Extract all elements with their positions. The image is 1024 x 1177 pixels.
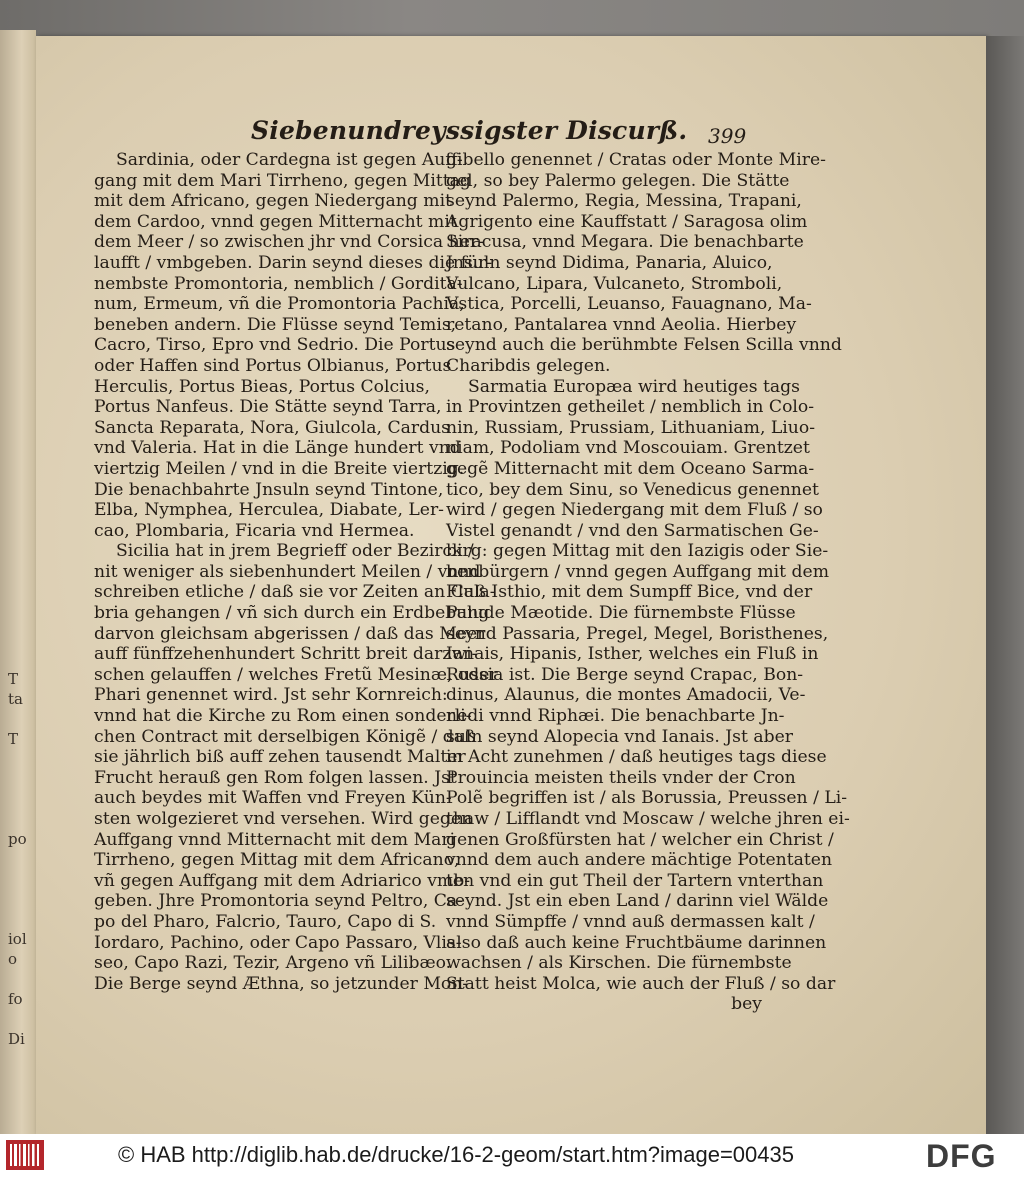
text-line: gibello genennet / Cratas oder Monte Mire- <box>446 150 826 170</box>
text-line: laufft / vmbgeben. Darin seynd dieses die für- <box>94 252 493 273</box>
text-line: Siracusa, vnnd Megara. Die benachbarte <box>446 232 804 253</box>
copyright-link[interactable]: © HAB http://diglib.hab.de/drucke/16-2-geom/start.htm?image=00435 <box>118 1142 794 1167</box>
text-line: Phari genennet wird. Jst sehr Kornreich: <box>94 685 448 706</box>
text-line: Vstica, Porcelli, Leuanso, Fauagnano, Ma- <box>446 294 812 315</box>
text-line: po del Pharo, Falcrio, Tauro, Capo di S. <box>94 911 437 932</box>
text-line: sten wolgezieret vnd versehen. Wird gegen <box>94 809 473 829</box>
text-line: Palude Mæotide. Die fürnembste Flüsse <box>446 603 796 624</box>
text-line: nit weniger als siebenhundert Meilen / vnnd <box>94 561 481 582</box>
text-line: sie jährlich biß auff zehen tausendt Malter <box>94 747 466 768</box>
text-line: dem Cardoo, vnnd gegen Mitternacht mit <box>94 211 457 232</box>
text-line: oder Haffen sind Portus Olbianus, Portus <box>94 355 452 376</box>
text-line: thaw / Lifflandt vnd Moscaw / welche jhren ei- <box>446 809 850 829</box>
text-line: Frucht herauß gen Rom folgen lassen. Jst <box>94 767 457 788</box>
text-line: Jnsuln seynd Didima, Panaria, Aluico, <box>446 252 773 273</box>
text-line: vñ gegen Auffgang mit dem Adriarico vmb- <box>94 870 471 891</box>
text-line: vnnd Sümpffe / vnnd auß dermassen kalt / <box>446 911 815 932</box>
text-line: seynd. Jst ein eben Land / darinn viel Wälde <box>446 891 829 912</box>
page-shadow <box>986 36 1024 1134</box>
text-line: Charibdis gelegen. <box>446 355 611 376</box>
text-line: in Acht zunehmen / daß heutiges tags diese <box>446 747 827 768</box>
text-line: Portus Nanfeus. Die Stätte seynd Tarra, <box>94 397 442 418</box>
edge-text-fragment: po <box>8 830 27 848</box>
text-line: in Provintzen getheilet / nemblich in Colo- <box>446 397 815 418</box>
text-line: schreiben etliche / daß sie vor Zeiten an Cala- <box>94 582 496 603</box>
text-line: Herculis, Portus Bieas, Portus Colcius, <box>94 376 430 397</box>
text-line: Elba, Nymphea, Herculea, Diabate, Ler- <box>94 500 444 521</box>
text-line: Sicilia hat in jrem Begrieff oder Bezirck / <box>116 541 474 562</box>
text-line: birg: gegen Mittag mit den Iazigis oder Sie- <box>446 541 829 562</box>
text-line: Tirrheno, gegen Mittag mit dem Africano, <box>94 850 460 871</box>
text-line: Statt heist Molca, wie auch der Fluß / so dar <box>446 973 836 994</box>
edge-text-fragment: ta <box>8 690 23 708</box>
text-line: Iordaro, Pachino, oder Capo Passaro, Vlis- <box>94 932 462 953</box>
text-line: bria gehangen / vñ sich durch ein Erdbebung <box>94 603 490 624</box>
text-line: dinus, Alaunus, die montes Amadocii, Ve- <box>446 685 806 706</box>
hab-barcode-icon <box>6 1140 44 1170</box>
text-line: auch beydes mit Waffen vnd Freyen Kün- <box>94 788 452 809</box>
text-line: Agrigento eine Kauffstatt / Saragosa olim <box>446 211 808 232</box>
text-line: num, Ermeum, vñ die Promontoria Pachia, <box>94 294 465 315</box>
text-line: nin, Russiam, Prussiam, Lithuaniam, Liuo- <box>446 417 816 438</box>
text-column-right <box>446 150 850 1015</box>
page-number: 399 <box>708 124 747 148</box>
text-line: suln seynd Alopecia vnd Ianais. Jst aber <box>446 726 793 747</box>
text-line: also daß auch keine Fruchtbäume darinnen <box>446 932 827 953</box>
text-line: beneben andern. Die Flüsse seynd Temis, <box>94 314 457 335</box>
book-page <box>36 36 986 1134</box>
text-line: chen Contract mit derselbigen Königẽ / daß <box>94 726 476 747</box>
text-line: niam, Podoliam vnd Moscouiam. Grentzet <box>446 438 810 459</box>
text-line: geben. Jhre Promontoria seynd Peltro, Ca- <box>94 891 463 912</box>
text-line: genen Großfürsten hat / welcher ein Christ / <box>446 829 834 850</box>
text-column-left <box>94 150 498 994</box>
text-line: Russia ist. Die Berge seynd Crapac, Bon- <box>446 664 804 685</box>
text-line: vnnd hat die Kirche zu Rom einen sonderli- <box>94 706 472 727</box>
text-line: Vulcano, Lipara, Vulcaneto, Stromboli, <box>446 273 783 294</box>
text-line: vnnd dem auch andere mächtige Potentaten <box>446 850 833 871</box>
text-line: seynd Passaria, Pregel, Megel, Boristhenes, <box>446 623 829 644</box>
edge-text-fragment: T <box>8 670 19 688</box>
text-line: seynd auch die berühmbte Felsen Scilla vnnd <box>446 335 842 356</box>
text-line: Die benachbahrte Jnsuln seynd Tintone, <box>94 479 444 500</box>
text-line: Die Berge seynd Æthna, so jetzunder Mon- <box>94 973 469 994</box>
text-line: ten vnd ein gut Theil der Tartern vnterthan <box>446 870 824 891</box>
text-line: Polẽ begriffen ist / als Borussia, Preussen / Li- <box>446 788 848 809</box>
text-line: Sancta Reparata, Nora, Giulcola, Cardus <box>94 417 450 438</box>
text-line: nedi vnnd Riphæi. Die benachbarte Jn- <box>446 706 785 727</box>
text-line: mit dem Africano, gegen Niedergang mit <box>94 191 452 212</box>
text-line: Ianais, Hipanis, Isther, welches ein Fluß in <box>446 644 819 665</box>
edge-text-fragment: iol <box>8 930 27 948</box>
edge-text-fragment: Di <box>8 1030 25 1048</box>
text-line: Vistel genandt / vnd den Sarmatischen Ge- <box>446 520 819 541</box>
text-line: seynd Palermo, Regia, Messina, Trapani, <box>446 191 802 212</box>
edge-text-fragment: T <box>8 730 19 748</box>
text-line: viertzig Meilen / vnd in die Breite viertzig. <box>94 458 465 479</box>
footer-bar <box>0 1134 1024 1177</box>
text-line: vnd Valeria. Hat in die Länge hundert vnd <box>94 438 461 459</box>
text-line: Auffgang vnnd Mitternacht mit dem Mari <box>94 829 456 850</box>
text-line: schen gelauffen / welches Fretũ Mesinæ, oder <box>94 664 498 685</box>
edge-text-fragment: fo <box>8 990 23 1008</box>
text-line: gang mit dem Mari Tirrheno, gegen Mittag <box>94 170 471 191</box>
text-line: Fluß Isthio, mit dem Sumpff Bice, vnd der <box>446 582 813 603</box>
text-line: wachsen / als Kirschen. Die fürnembste <box>446 953 792 974</box>
text-line: gegẽ Mitternacht mit dem Oceano Sarma- <box>446 458 815 479</box>
text-line: cao, Plombaria, Ficaria vnd Hermea. <box>94 520 415 541</box>
text-line: Sarmatia Europæa wird heutiges tags <box>468 376 800 397</box>
adjacent-page-edge <box>0 30 36 1134</box>
text-line: seo, Capo Razi, Tezir, Argeno vñ Lilibæo. <box>94 953 452 974</box>
text-line: gel, so bey Palermo gelegen. Die Stätte <box>446 170 790 191</box>
text-line: benbürgern / vnnd gegen Auffgang mit dem <box>446 561 830 582</box>
text-line: wird / gegen Niedergang mit dem Fluß / so <box>446 500 823 521</box>
text-line: nembste Promontoria, nemblich / Gordita- <box>94 273 463 294</box>
text-line: tico, bey dem Sinu, so Venedicus genennet <box>446 479 819 500</box>
text-line: dem Meer / so zwischen jhr vnd Corsica her- <box>94 232 484 253</box>
text-line: bey <box>731 994 762 1015</box>
running-head: Siebenundreyssigster Discurß. <box>251 116 688 145</box>
text-line: Prouincia meisten theils vnder der Cron <box>446 767 796 788</box>
text-line: auff fünffzehenhundert Schritt breit darzwi- <box>94 644 478 665</box>
text-line: Cacro, Tirso, Epro vnd Sedrio. Die Portus <box>94 335 456 356</box>
text-line: darvon gleichsam abgerissen / daß das Meer <box>94 623 486 644</box>
edge-text-fragment: o <box>8 950 18 968</box>
text-line: retano, Pantalarea vnnd Aeolia. Hierbey <box>446 314 797 335</box>
dfg-logo: DFG <box>926 1138 997 1174</box>
text-line: Sardinia, oder Cardegna ist gegen Auff- <box>116 150 463 170</box>
